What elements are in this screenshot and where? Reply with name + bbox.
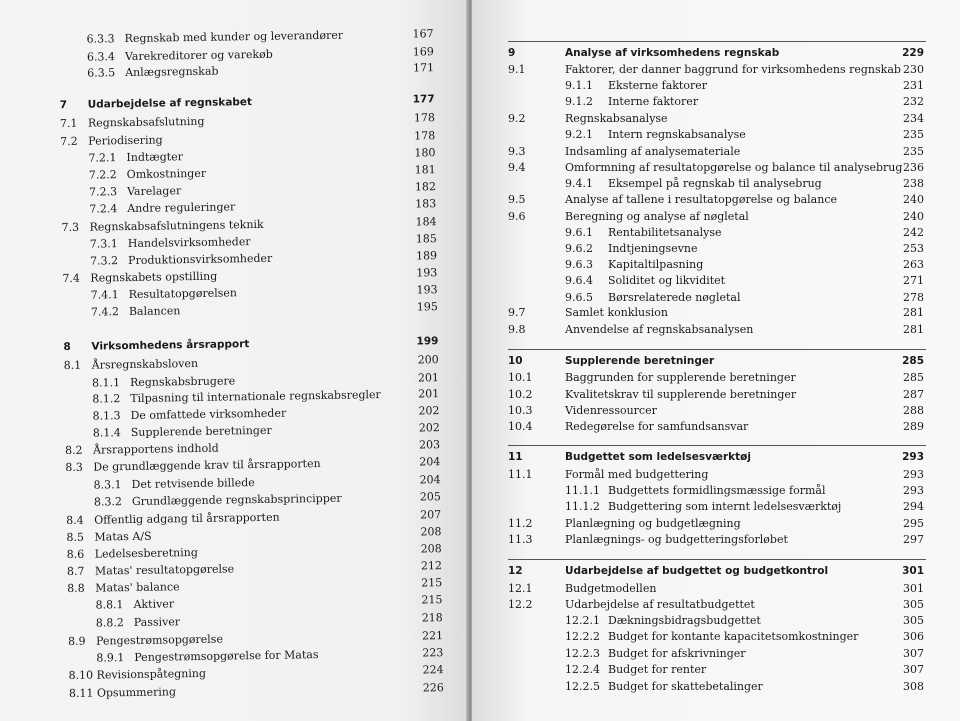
toc-number: 8.6 xyxy=(66,547,85,562)
toc-number: 12.2.1 xyxy=(565,614,600,627)
toc-number: 10.1 xyxy=(508,371,533,384)
toc-page-number: 281 xyxy=(903,323,924,336)
toc-title: Analyse af virksomhedens regnskab xyxy=(565,47,780,59)
toc-number: 8.8.1 xyxy=(95,598,124,612)
toc-page-number: 208 xyxy=(420,542,442,556)
toc-title: Ledelsesberetning xyxy=(94,545,198,561)
toc-number: 6.3.4 xyxy=(86,50,116,64)
toc-title: Balancen xyxy=(128,304,181,319)
toc-title: Varekreditorer og varekøb xyxy=(124,47,273,64)
toc-number: 7 xyxy=(59,98,68,112)
toc-page-number: 215 xyxy=(421,593,443,607)
toc-page-number: 240 xyxy=(903,193,924,206)
toc-page-number: 193 xyxy=(416,283,438,297)
toc-title: Udarbejdelse af regnskabet xyxy=(87,96,253,111)
toc-page-number: 178 xyxy=(414,129,436,143)
toc-page-number: 226 xyxy=(422,681,444,695)
toc-number: 9.7 xyxy=(508,306,526,319)
toc-page-number: 230 xyxy=(903,63,924,76)
toc-number: 12.2.4 xyxy=(565,663,600,676)
toc-number: 8.3 xyxy=(65,460,83,475)
toc-number: 9.2.1 xyxy=(565,128,593,141)
toc-number: 8.10 xyxy=(68,668,94,683)
toc-title: Udarbejdelse af budgettet og budgetkontrol xyxy=(565,565,829,577)
chapter-divider xyxy=(508,445,926,446)
toc-number: 8.4 xyxy=(66,513,84,528)
toc-title: Planlægning og budgetlægning xyxy=(565,517,741,530)
toc-title: Budgetmodellen xyxy=(565,582,657,595)
toc-page-number: 306 xyxy=(903,630,924,643)
toc-title: Indtjeningsevne xyxy=(608,242,698,255)
toc-page-number: 253 xyxy=(903,242,924,255)
toc-title: Kapitaltilpasning xyxy=(608,258,704,271)
toc-page-number: 285 xyxy=(903,371,924,384)
toc-entry-row xyxy=(1,61,468,80)
toc-title: Rentabilitetsanalyse xyxy=(608,226,722,239)
toc-title: Regnskabsanalyse xyxy=(565,112,668,125)
toc-entry-row xyxy=(1,27,468,46)
toc-number: 7.4 xyxy=(62,271,80,286)
toc-number: 8.1.1 xyxy=(91,376,121,390)
toc-entry-row xyxy=(6,404,468,423)
toc-title: Videnressourcer xyxy=(565,404,657,417)
toc-number: 11.2 xyxy=(508,517,533,530)
toc-entry-row xyxy=(3,215,468,235)
toc-number: 12.2 xyxy=(508,598,533,611)
toc-number: 8.9 xyxy=(67,634,86,649)
toc-page-number: 203 xyxy=(418,438,441,452)
toc-number: 11.1 xyxy=(508,468,533,481)
toc-number: 8 xyxy=(63,340,71,354)
toc-page-number: 242 xyxy=(903,226,924,239)
toc-number: 7.4.2 xyxy=(90,305,120,319)
toc-number: 12.2.3 xyxy=(565,647,600,660)
toc-page-number: 201 xyxy=(417,371,440,385)
toc-number: 12.2.2 xyxy=(565,630,600,643)
toc-entry-row xyxy=(10,629,468,649)
toc-number: 8.9.1 xyxy=(96,651,125,665)
toc-number: 10.4 xyxy=(508,420,533,433)
toc-entry-row xyxy=(4,249,468,268)
toc-number: 9.8 xyxy=(508,323,526,336)
toc-number: 11 xyxy=(508,451,523,463)
toc-number: 6.3.3 xyxy=(86,32,115,46)
toc-number: 9.1.1 xyxy=(565,79,593,92)
toc-page-number: 200 xyxy=(417,353,439,367)
toc-page-number: 229 xyxy=(902,47,924,59)
chapter-divider xyxy=(508,41,926,42)
toc-title: Aktiver xyxy=(133,597,175,611)
toc-entry-row xyxy=(10,611,468,630)
toc-page-number: 208 xyxy=(420,525,442,539)
toc-title: Varelager xyxy=(126,184,182,199)
toc-page-number: 169 xyxy=(412,45,434,59)
toc-title: Grundlæggende regnskabsprincipper xyxy=(131,491,342,508)
toc-page-number: 295 xyxy=(903,517,924,530)
toc-page-number: 307 xyxy=(903,663,924,676)
toc-title: Årsrapportens indhold xyxy=(92,441,219,457)
toc-number: 8.1 xyxy=(63,358,82,373)
toc-number: 8.2 xyxy=(64,443,83,458)
toc-title: Passiver xyxy=(133,615,181,629)
toc-title: Anlægsregnskab xyxy=(125,64,219,80)
toc-page-number: 171 xyxy=(413,61,435,75)
toc-number: 8.1.4 xyxy=(92,426,121,440)
toc-number: 9.6.5 xyxy=(565,291,593,304)
chapter-divider xyxy=(508,349,926,350)
toc-number: 8.11 xyxy=(68,686,94,701)
right-page xyxy=(472,0,960,721)
toc-title: De omfattede virksomheder xyxy=(130,406,287,422)
toc-title: Omformning af resultatopgørelse og balance til analysebrug xyxy=(565,161,903,174)
toc-title: Matas' balance xyxy=(95,580,180,595)
toc-title: Budgettets formidlingsmæssige formål xyxy=(608,484,826,497)
toc-page-number: 305 xyxy=(903,598,924,611)
toc-number: 9.4.1 xyxy=(565,177,593,190)
toc-page-number: 185 xyxy=(415,232,437,246)
toc-title: Anvendelse af regnskabsanalysen xyxy=(565,323,754,336)
toc-page-number: 177 xyxy=(412,93,435,106)
toc-entry-row xyxy=(11,663,468,683)
toc-number: 9.6 xyxy=(508,210,526,223)
toc-page-number: 204 xyxy=(419,473,441,487)
toc-title: Årsregnskabsloven xyxy=(91,356,199,372)
toc-title: Matas A/S xyxy=(94,529,152,544)
toc-title: Pengestrømsopgørelse xyxy=(95,632,224,648)
toc-title: Indsamling af analysemateriale xyxy=(565,145,741,158)
toc-entry-row xyxy=(7,438,468,458)
toc-title: Handelsvirksomheder xyxy=(127,235,251,251)
toc-title: Dækningsbidragsbudgettet xyxy=(608,614,761,627)
toc-number: 9.3 xyxy=(508,145,526,158)
toc-number: 7.2 xyxy=(60,134,78,149)
toc-number: 8.7 xyxy=(66,564,85,579)
toc-number: 11.1.2 xyxy=(565,500,600,513)
toc-title: Regnskabsbrugere xyxy=(129,374,236,390)
toc-page-number: 193 xyxy=(416,266,438,280)
toc-title: Pengestrømsopgørelse for Matas xyxy=(134,648,319,664)
toc-title: Budget for renter xyxy=(608,663,707,676)
toc-page-number: 240 xyxy=(903,210,924,223)
toc-page-number: 207 xyxy=(420,508,442,522)
toc-number: 10.2 xyxy=(508,388,533,401)
toc-page-number: 234 xyxy=(903,112,924,125)
toc-entry-row xyxy=(2,111,468,131)
toc-page-number: 305 xyxy=(903,614,924,627)
toc-page-number: 263 xyxy=(903,258,924,271)
toc-number: 9.6.1 xyxy=(565,226,593,239)
toc-entry-row xyxy=(5,300,468,319)
toc-number: 10 xyxy=(508,355,523,367)
toc-title: Soliditet og likviditet xyxy=(608,274,726,287)
toc-entry-row xyxy=(7,421,468,440)
toc-title: Andre reguleringer xyxy=(127,200,236,216)
toc-title: Opsummering xyxy=(96,685,177,700)
toc-page-number: 202 xyxy=(418,404,440,418)
toc-number: 8.1.2 xyxy=(92,392,121,406)
toc-page-number: 236 xyxy=(903,161,924,174)
toc-page-number: 294 xyxy=(903,500,924,513)
toc-entry-row xyxy=(8,508,468,528)
toc-title: Budget for kontante kapacitetsomkostninger xyxy=(608,630,859,643)
toc-page-number: 293 xyxy=(903,484,924,497)
toc-page-number: 183 xyxy=(415,197,437,211)
toc-title: Formål med budgettering xyxy=(565,468,709,481)
toc-title: De grundlæggende krav til årsrapporten xyxy=(93,457,321,474)
toc-title: Planlægnings- og budgetteringsforløbet xyxy=(565,533,788,546)
toc-title: Tilpasning til internationale regnskabsregler xyxy=(130,388,381,406)
toc-title: Produktionsvirksomheder xyxy=(128,251,273,268)
toc-page-number: 189 xyxy=(415,249,438,263)
toc-number: 9.6.4 xyxy=(565,274,593,287)
toc-page-number: 232 xyxy=(903,95,924,108)
toc-title: Regnskabets opstilling xyxy=(90,269,218,285)
toc-title: Udarbejdelse af resultatbudgettet xyxy=(565,598,755,611)
toc-title: Baggrunden for supplerende beretninger xyxy=(565,371,796,384)
toc-page-number: 218 xyxy=(421,611,443,625)
toc-entry-row xyxy=(4,266,468,286)
toc-number: 9 xyxy=(508,47,516,59)
toc-page-number: 285 xyxy=(902,355,924,367)
toc-page-number: 289 xyxy=(903,420,924,433)
toc-entry-row xyxy=(3,197,468,216)
toc-number: 11.3 xyxy=(508,533,533,546)
toc-entry-row xyxy=(3,180,468,199)
toc-page-number: 293 xyxy=(903,468,924,481)
toc-page-number: 212 xyxy=(420,559,443,573)
toc-number: 8.3.1 xyxy=(93,478,122,492)
toc-page-number: 301 xyxy=(903,582,924,595)
toc-number: 6.3.5 xyxy=(87,66,116,80)
toc-page-number: 184 xyxy=(415,215,437,229)
toc-title: Faktorer, der danner baggrund for virksomhedens regnskab xyxy=(565,63,901,76)
toc-number: 9.1.2 xyxy=(565,95,593,108)
toc-page-number: 224 xyxy=(422,663,444,677)
toc-page-number: 167 xyxy=(412,27,434,41)
toc-entry-row xyxy=(6,387,468,406)
left-page xyxy=(0,0,468,721)
toc-page-number: 199 xyxy=(416,335,439,348)
toc-page-number: 180 xyxy=(414,146,436,160)
toc-title: Budgettering som internt ledelsesværktøj xyxy=(608,500,842,513)
toc-title: Intern regnskabsanalyse xyxy=(608,128,746,141)
toc-page-number: 202 xyxy=(418,421,440,435)
toc-page-number: 278 xyxy=(903,291,924,304)
toc-number: 8.5 xyxy=(66,530,85,545)
toc-title: Eksempel på regnskab til analysebrug xyxy=(608,177,822,190)
toc-title: Regnskab med kunder og leverandører xyxy=(124,28,344,46)
toc-page-number: 297 xyxy=(903,533,924,546)
toc-number: 9.6.2 xyxy=(565,242,593,255)
toc-title: Revisionspåtegning xyxy=(96,666,207,682)
toc-page-number: 178 xyxy=(413,111,436,125)
toc-page-number: 223 xyxy=(422,646,444,660)
toc-number: 10.3 xyxy=(508,404,533,417)
toc-title: Indtægter xyxy=(126,150,184,165)
toc-number: 7.2.2 xyxy=(88,168,117,182)
toc-number: 7.2.3 xyxy=(88,185,118,199)
toc-page-number: 204 xyxy=(419,455,441,469)
toc-title: Regnskabsafslutningens teknik xyxy=(89,217,264,234)
toc-number: 12.1 xyxy=(508,582,533,595)
toc-number: 9.5 xyxy=(508,193,526,206)
toc-number: 7.3.1 xyxy=(89,237,118,251)
toc-entry-row xyxy=(1,45,468,64)
toc-title: Resultatopgørelsen xyxy=(128,286,238,302)
toc-number: 12 xyxy=(508,565,523,577)
toc-title: Matas' resultatopgørelse xyxy=(94,562,235,578)
toc-title: Supplerende beretninger xyxy=(130,423,272,439)
toc-page-number: 235 xyxy=(903,128,924,141)
toc-page-number: 205 xyxy=(419,490,441,504)
toc-title: Beregning og analyse af nøgletal xyxy=(565,210,749,223)
chapter-divider xyxy=(508,559,926,560)
toc-title: Periodisering xyxy=(88,133,163,148)
toc-number: 9.1 xyxy=(508,63,526,76)
toc-number: 7.4.1 xyxy=(90,288,119,302)
toc-number: 9.2 xyxy=(508,112,526,125)
toc-number: 9.4 xyxy=(508,161,526,174)
toc-title: Interne faktorer xyxy=(608,95,699,108)
toc-number: 7.2.4 xyxy=(89,202,118,216)
toc-title: Offentlig adgang til årsrapporten xyxy=(94,510,280,527)
toc-title: Eksterne faktorer xyxy=(608,79,707,92)
toc-number: 7.2.1 xyxy=(88,151,117,165)
toc-page-number: 288 xyxy=(903,404,924,417)
toc-chapter-row xyxy=(2,93,468,112)
toc-page-number: 182 xyxy=(414,180,437,194)
toc-number: 8.8.2 xyxy=(95,616,124,630)
toc-entry-row xyxy=(3,163,468,182)
toc-entry-row xyxy=(6,353,468,373)
toc-page-number: 231 xyxy=(903,79,924,92)
toc-page-number: 215 xyxy=(421,576,443,590)
toc-page-number: 301 xyxy=(902,565,924,577)
toc-title: Budgettet som ledelsesværktøj xyxy=(565,451,751,463)
toc-title: Det retvisende billede xyxy=(131,476,255,491)
toc-title: Budget for skattebetalinger xyxy=(608,680,763,693)
toc-number: 8.3.2 xyxy=(93,495,122,509)
toc-page-number: 181 xyxy=(414,163,436,177)
toc-title: Omkostninger xyxy=(126,166,207,182)
toc-page-number: 293 xyxy=(902,451,924,463)
toc-number: 7.3.2 xyxy=(90,254,119,268)
toc-number: 8.1.3 xyxy=(92,409,121,423)
toc-number: 7.3 xyxy=(61,220,80,235)
toc-number: 8.8 xyxy=(67,581,85,596)
toc-chapter-row xyxy=(5,335,468,354)
toc-page-number: 235 xyxy=(903,145,924,158)
toc-title: Børsrelaterede nøgletal xyxy=(608,291,741,304)
toc-page-number: 238 xyxy=(903,177,924,190)
toc-page-number: 221 xyxy=(421,629,444,643)
toc-title: Analyse af tallene i resultatopgørelse og balance xyxy=(565,193,837,206)
toc-number: 11.1.1 xyxy=(565,484,600,497)
toc-page-number: 201 xyxy=(418,387,440,401)
toc-title: Regnskabsafslutning xyxy=(87,114,205,130)
toc-page-number: 271 xyxy=(903,274,924,287)
toc-title: Budget for afskrivninger xyxy=(608,647,746,660)
toc-page-number: 195 xyxy=(416,300,438,314)
toc-entry-row xyxy=(8,490,468,509)
toc-title: Samlet konklusion xyxy=(565,306,668,319)
toc-title: Kvalitetskrav til supplerende beretninger xyxy=(565,388,797,401)
toc-page-number: 281 xyxy=(903,306,924,319)
toc-number: 9.6.3 xyxy=(565,258,593,271)
toc-title: Redegørelse for samfundsansvar xyxy=(565,420,749,433)
toc-title: Virksomhedens årsrapport xyxy=(91,338,250,353)
toc-number: 7.1 xyxy=(59,116,78,131)
toc-title: Supplerende beretninger xyxy=(565,355,715,367)
toc-number: 12.2.5 xyxy=(565,680,600,693)
toc-page-number: 307 xyxy=(903,647,924,660)
toc-page-number: 308 xyxy=(903,680,924,693)
toc-page-number: 287 xyxy=(903,388,924,401)
